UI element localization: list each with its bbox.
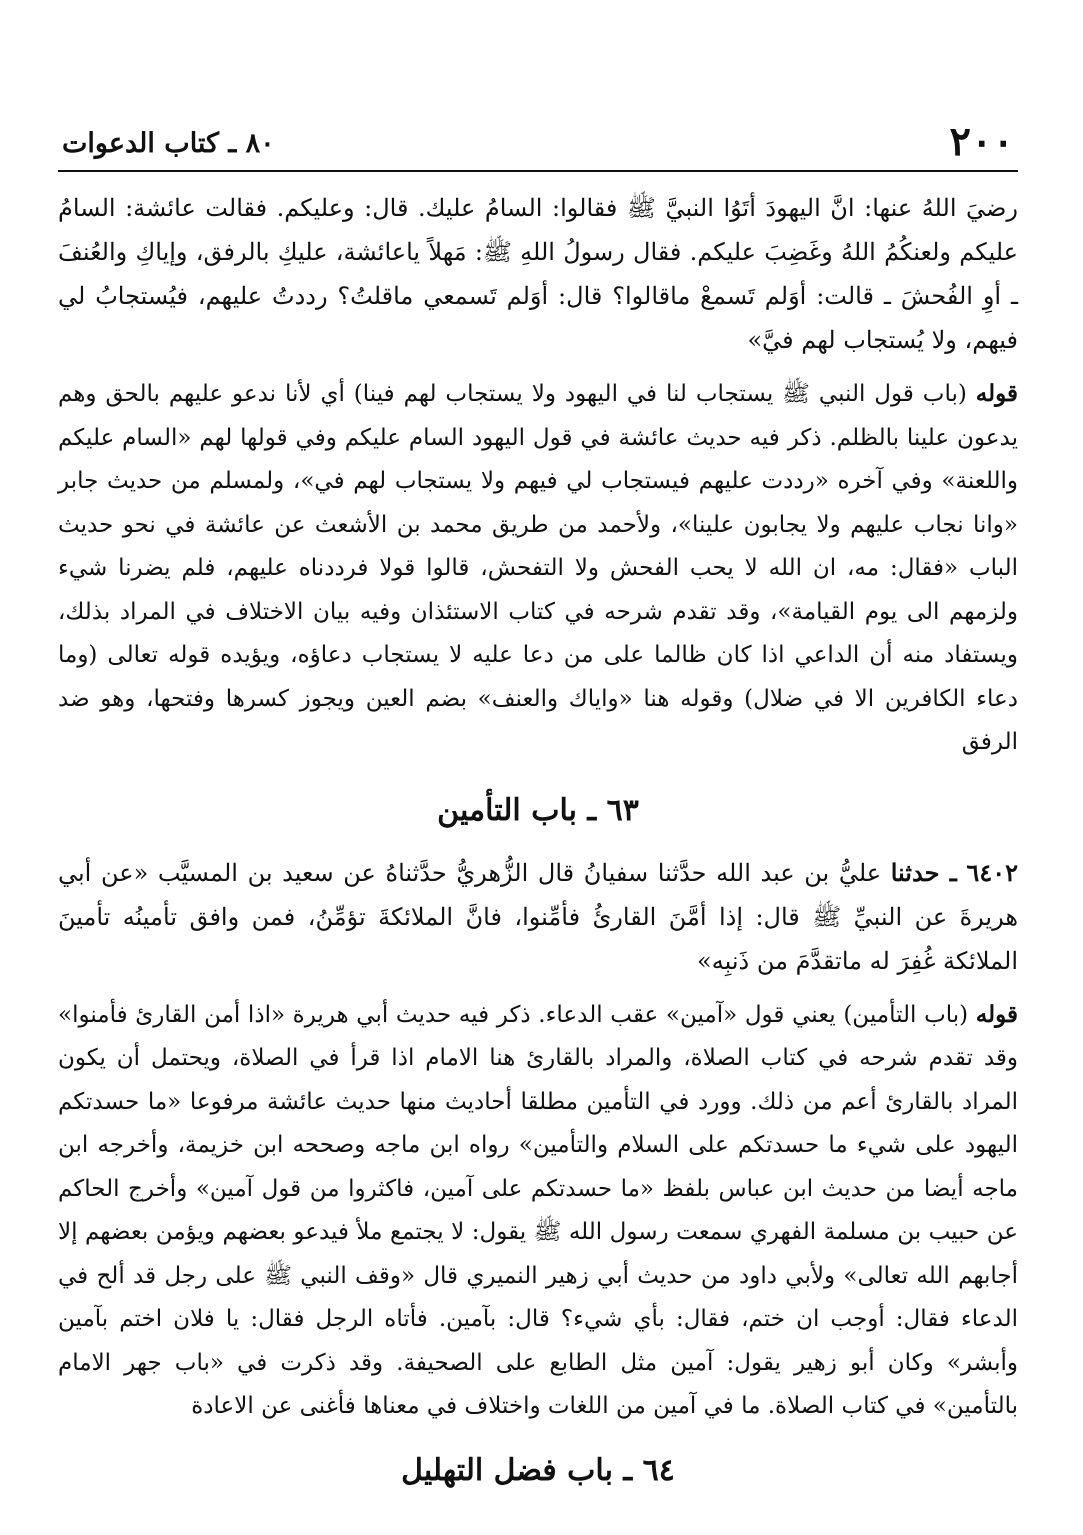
page-header [58,118,1018,172]
running-title: ٨٠ ـ كتاب الدعوات [62,128,275,159]
commentary-lead: قوله [975,380,1018,407]
chapter-heading-63: ٦٣ ـ باب التأمين [437,792,639,828]
commentary-body: (باب التأمين) يعني قول «آمين» عقب الدعاء. ذكر فيه حديث أبي هريرة «اذا أمن القارئ فأمنوا» وقد تقدم شرحه في كتاب الصلاة، والمراد بالقارئ هنا الامام اذا قرأ في الصلاة، ويحتمل أن يكون المراد بالقارئ أعم من ذلك. وورد في التأمين مطلقا أحاديث منها حديث عائشة مرفوعا «ما حسدتكم اليهود على شيء ما حسدتكم على السلام والتأمين» رواه ابن ماجه وصححه ابن خزيمة، وأخرجه ابن ماجه أيضا من حديث ابن عباس بلفظ «ما حسدتكم على آمين، فاكثروا من قول آمين» وأخرج الحاكم عن حبيب بن مسلمة الفهري سمعت رسول الله ﷺ يقول: لا يجتمع ملأ فيدعو بعضهم ويؤمن بعضهم إلا أجابهم الله تعالى» ولأبي داود من حديث أبي زهير النميري قال «وقف النبي ﷺ على رجل قد ألح في الدعاء فقال: أوجب ان ختم، فقال: بأي شيء؟ قال: بآمين. فأتاه الرجل فقال: يا فلان اختم بآمين وأبشر» وكان أبو زهير يقول: آمين مثل الطابع على الصحيفة. وقد ذكرت في «باب جهر الامام بالتأمين» في كتاب الصلاة. ما في آمين من اللغات واختلاف في معناها فأغنى عن الاعادة [58,1001,1018,1419]
hadith-lead: ـ حدثنا [890,857,957,887]
hadith-body: عليُّ بن عبد الله حدَّثنا سفيانُ قال الزُّهريُّ حدَّثناهُ عن سعيد بن المسيَّب «عن أبي هريرةَ عن النبيِّ ﷺ قال: إذا أمَّنَ القارئُ فأمِّنوا، فانَّ الملائكةَ تؤمِّنُ، فمن وافق تأمينُه تأمينَ الملائكة غُفِرَ له ماتقدَّمَ من ذَنبِه» [58,858,1018,975]
commentary-2 [58,993,1018,1429]
hadith-body: رضيَ اللهُ عنها: انَّ اليهودَ أتَوُا النبيَّ ﷺ فقالوا: السامُ عليك. قال: وعليكم. فقالت عائشة: السامُ عليكم ولعنكُمُ اللهُ وغَضِبَ عليكم. فقال رسولُ اللهِ ﷺ: مَهلاً ياعائشة، عليكِ بالرفق، وإياكِ والعُنفَ ـ أوِ الفُحشَ ـ قالت: أوَلم تَسمعْ ماقالوا؟ قال: أوَلم تَسمعي ماقلتُ؟ رددتُ عليهم، فيُستجابُ لي فيهم، ولا يُستجاب لهم فيَّ» [58,194,1018,354]
chapter-heading-64: ٦٤ ـ باب فضل التهليل [401,1452,675,1488]
page-number: ٢٠٠ [949,118,1014,165]
commentary-body: (باب قول النبي ﷺ يستجاب لنا في اليهود ولا يستجاب لهم فينا) أي لأنا ندعو عليهم بالحق وهم يدعون علينا بالظلم. ذكر فيه حديث عائشة في قول اليهود السام عليكم وفي قولها لهم «السام عليكم واللعنة» وفي آخره «رددت عليهم فيستجاب لي فيهم ولا يستجاب لهم في»، ولمسلم من حديث جابر «وانا نجاب عليهم ولا يجابون علينا»، ولأحمد من طريق محمد بن الأشعث عن عائشة في نحو حديث الباب «فقال: مه، ان الله لا يحب الفحش ولا التفحش، قالوا قولا فرددناه عليهم، فلم يضرنا شيء ولزمهم الى يوم القيامة»، وقد تقدم شرحه في كتاب الاستئذان وفيه بيان الاختلاف في المراد بذلك، ويستفاد منه أن الداعي اذا كان ظالما على من دعا عليه لا يستجاب دعاؤه، ويؤيده قوله تعالى (وما دعاء الكافرين الا في ضلال) وقوله هنا «واياك والعنف» بضم العين ويجوز كسرها وفتحها، وهو ضد الرفق [58,381,1018,755]
commentary-1 [58,372,1018,765]
hadith-number: ٦٤٠٢ [966,857,1018,887]
commentary-lead: قوله [975,1000,1018,1028]
hadith-text-1 [58,186,1018,362]
book-page [58,118,1018,1513]
hadith-6402 [58,851,1018,983]
